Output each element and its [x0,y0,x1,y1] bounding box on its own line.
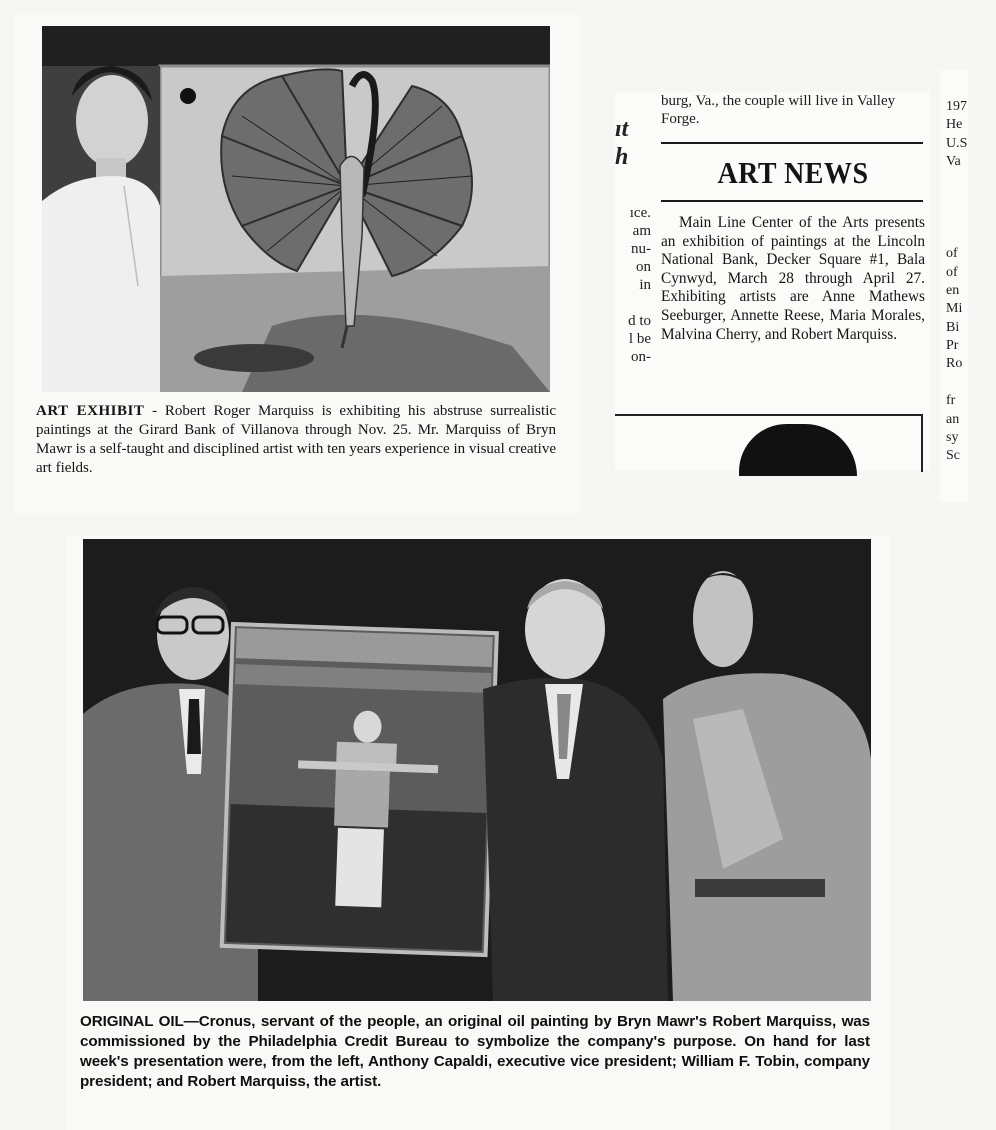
art-exhibit-caption-heading: ART EXHIBIT [36,403,145,419]
rule-above-title [661,142,923,144]
original-oil-photo [83,539,871,1001]
art-news-title: ART NEWS [717,156,869,191]
right-edge-fragment: He [946,117,963,133]
left-column-fragment: nu- [631,241,651,257]
rule-below-title [661,200,923,202]
left-column-fragment: h [615,144,629,170]
right-edge-fragment: an [946,411,960,427]
art-news-clipping [615,92,930,470]
right-edge-fragment: 197 [946,99,967,114]
cut-off-image [739,424,857,476]
left-column-fragment: am [632,223,651,239]
right-edge-fragment: en [946,282,960,298]
artist-with-painting-illustration [42,26,550,392]
right-edge-fragment: of [946,246,958,262]
original-oil-clipping [66,536,890,1130]
art-news-body: Main Line Center of the Arts presents an exhibition of paintings at the Lincoln National Bank, Decker Square #1, Bala Cynwyd, March 28 through April 27. Exhibiting artists are Anne Mathews Seeburger, Annette Reese, Maria Morales, Malvina Cherry, and Robert Marquiss. [661,214,925,343]
right-edge-fragment: Sc [946,448,960,464]
original-oil-caption: ORIGINAL OIL—Cronus, servant of the people, an original oil painting by Bryn Mawr's Robert Marquiss, was commissioned by the Philadelphia Credit Bureau to symbolize the company's purpose. On hand for last week's presentation were, from the left, Anthony Capaldi, executive vice president; William F. Tobin, company president; and Robert Marquiss, the artist. [80,1013,870,1090]
right-edge-fragment [946,374,967,392]
left-column-fragment: on [636,259,651,275]
right-edge-fragment: fr [946,393,956,409]
right-edge-fragment: U.S [946,135,968,151]
cut-off-image-frame [615,414,923,472]
previous-article-ending: burg, Va., the couple will live in Valley Forge. [661,93,896,127]
right-edge-fragments [946,98,967,466]
right-edge-fragment: Ro [946,356,963,372]
right-edge-fragment: Pr [946,338,959,354]
right-edge-fragment: of [946,264,958,280]
left-column-fragment: ıt [615,116,629,142]
left-column-fragment: in [639,277,651,293]
art-exhibit-caption-text: - Robert Roger Marquiss is exhibiting his abstruse surrealistic paintings at the Girard Bank of Villanova through Nov. 25. Mr. Marquiss of Bryn Mawr is a self-taught and disciplined artist with ten years experience in visual creative art fields. [36,403,557,476]
left-column-fragment: l be [628,331,651,347]
right-edge-fragment [946,208,967,226]
left-column-fragment: ıce. [629,205,651,221]
right-edge-clipping [940,70,968,502]
presentation-group-illustration [83,539,871,1001]
right-edge-fragment: Mi [946,301,963,317]
right-edge-fragment [946,227,967,245]
left-column-fragment: d to [628,313,651,329]
art-exhibit-photo [42,26,550,392]
right-edge-fragment: sy [946,430,959,446]
right-edge-fragment [946,190,967,208]
right-edge-fragment: Va [946,154,961,170]
left-column-fragment: on- [631,349,651,365]
art-news-column [661,92,925,344]
art-exhibit-clipping [14,14,580,514]
right-edge-fragment: Bi [946,319,960,335]
art-exhibit-caption [36,402,556,478]
right-edge-fragment [946,172,967,190]
